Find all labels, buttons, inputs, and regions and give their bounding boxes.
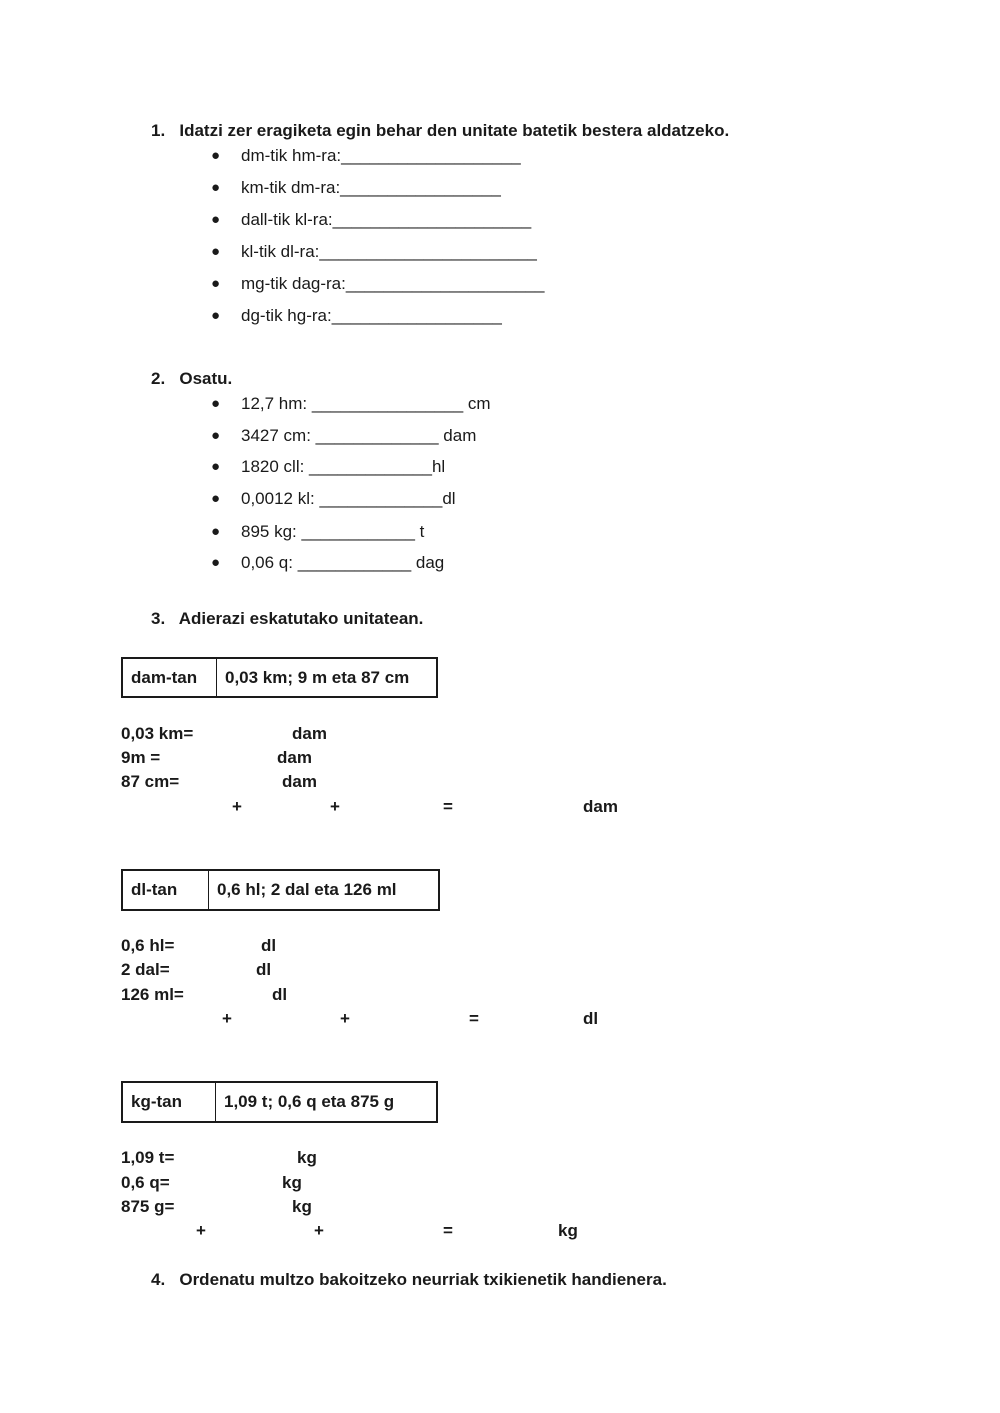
result-unit[interactable]: dl: [583, 1009, 599, 1028]
plus-sign: +: [222, 1009, 232, 1028]
equals-sign: =: [469, 1009, 479, 1028]
row-unit[interactable]: dam: [292, 724, 327, 743]
row-label: 2 dal=: [121, 960, 170, 979]
equals-sign: =: [443, 1221, 453, 1240]
plus-sign: +: [330, 797, 340, 816]
box-value: 0,6 hl; 2 dal eta 126 ml: [217, 880, 397, 899]
s2-item-2[interactable]: 3427 cm: _____________ dam: [241, 426, 477, 445]
row-label: 0,6 hl=: [121, 936, 175, 955]
row-unit[interactable]: dl: [261, 936, 277, 955]
row-unit[interactable]: dam: [277, 748, 312, 767]
s2-item-5[interactable]: 895 kg: ____________ t: [241, 522, 425, 541]
row-label: 0,03 km=: [121, 724, 194, 743]
row-label: 126 ml=: [121, 985, 184, 1004]
section-4-heading: 4. Ordenatu multzo bakoitzeko neurriak txikienetik handienera.: [151, 1270, 667, 1289]
row-label: 0,6 q=: [121, 1173, 170, 1192]
plus-sign: +: [340, 1009, 350, 1028]
s1-item-5[interactable]: mg-tik dag-ra:_____________________: [241, 274, 545, 293]
bullet-icon: ●: [211, 523, 221, 540]
exercise-box-dam: [121, 657, 438, 698]
s1-item-1[interactable]: dm-tik hm-ra:___________________: [241, 146, 521, 165]
s2-item-6[interactable]: 0,06 q: ____________ dag: [241, 553, 445, 572]
plus-sign: +: [232, 797, 242, 816]
box-value: 0,03 km; 9 m eta 87 cm: [225, 667, 410, 687]
box-label: dam-tan: [123, 659, 217, 696]
s1-item-4[interactable]: kl-tik dl-ra:_______________________: [241, 242, 537, 261]
row-label: 875 g=: [121, 1197, 175, 1216]
bullet-icon: ●: [211, 275, 221, 292]
row-unit[interactable]: kg: [282, 1173, 302, 1192]
s2-item-4[interactable]: 0,0012 kl: _____________dl: [241, 489, 456, 508]
result-unit[interactable]: kg: [558, 1221, 578, 1240]
bullet-icon: ●: [211, 395, 221, 412]
bullet-icon: ●: [211, 211, 221, 228]
bullet-icon: ●: [211, 427, 221, 444]
section-2-heading: 2. Osatu.: [151, 369, 233, 388]
exercise-box-kg: [121, 1081, 438, 1123]
bullet-icon: ●: [211, 458, 221, 475]
row-label: 1,09 t=: [121, 1148, 175, 1167]
equals-sign: =: [443, 797, 453, 816]
row-unit[interactable]: dl: [272, 985, 288, 1004]
box-value: 1,09 t; 0,6 q eta 875 g: [224, 1092, 395, 1111]
section-1-heading: 1. Idatzi zer eragiketa egin behar den unitate batetik bestera aldatzeko.: [151, 121, 730, 140]
result-unit[interactable]: dam: [583, 797, 618, 816]
row-label: 9m =: [121, 748, 161, 767]
row-unit[interactable]: kg: [292, 1197, 312, 1216]
s2-item-3[interactable]: 1820 cll: _____________hl: [241, 457, 446, 476]
section-3-heading: 3. Adierazi eskatutako unitatean.: [151, 609, 424, 628]
s2-item-1[interactable]: 12,7 hm: ________________ cm: [241, 394, 491, 413]
bullet-icon: ●: [211, 243, 221, 260]
exercise-box-dl: [121, 869, 440, 911]
row-unit[interactable]: kg: [297, 1148, 317, 1167]
s1-item-3[interactable]: dall-tik kl-ra:_____________________: [241, 210, 532, 229]
row-unit[interactable]: dl: [256, 960, 272, 979]
bullet-icon: ●: [211, 554, 221, 571]
plus-sign: +: [314, 1221, 324, 1240]
s1-item-6[interactable]: dg-tik hg-ra:__________________: [241, 306, 502, 325]
s1-item-2[interactable]: km-tik dm-ra:_________________: [241, 178, 501, 197]
box-label: kg-tan: [123, 1083, 216, 1121]
plus-sign: +: [196, 1221, 206, 1240]
bullet-icon: ●: [211, 147, 221, 164]
bullet-icon: ●: [211, 307, 221, 324]
row-unit[interactable]: dam: [282, 772, 317, 791]
bullet-icon: ●: [211, 179, 221, 196]
box-label: dl-tan: [123, 871, 209, 909]
row-label: 87 cm=: [121, 772, 180, 791]
bullet-icon: ●: [211, 490, 221, 507]
